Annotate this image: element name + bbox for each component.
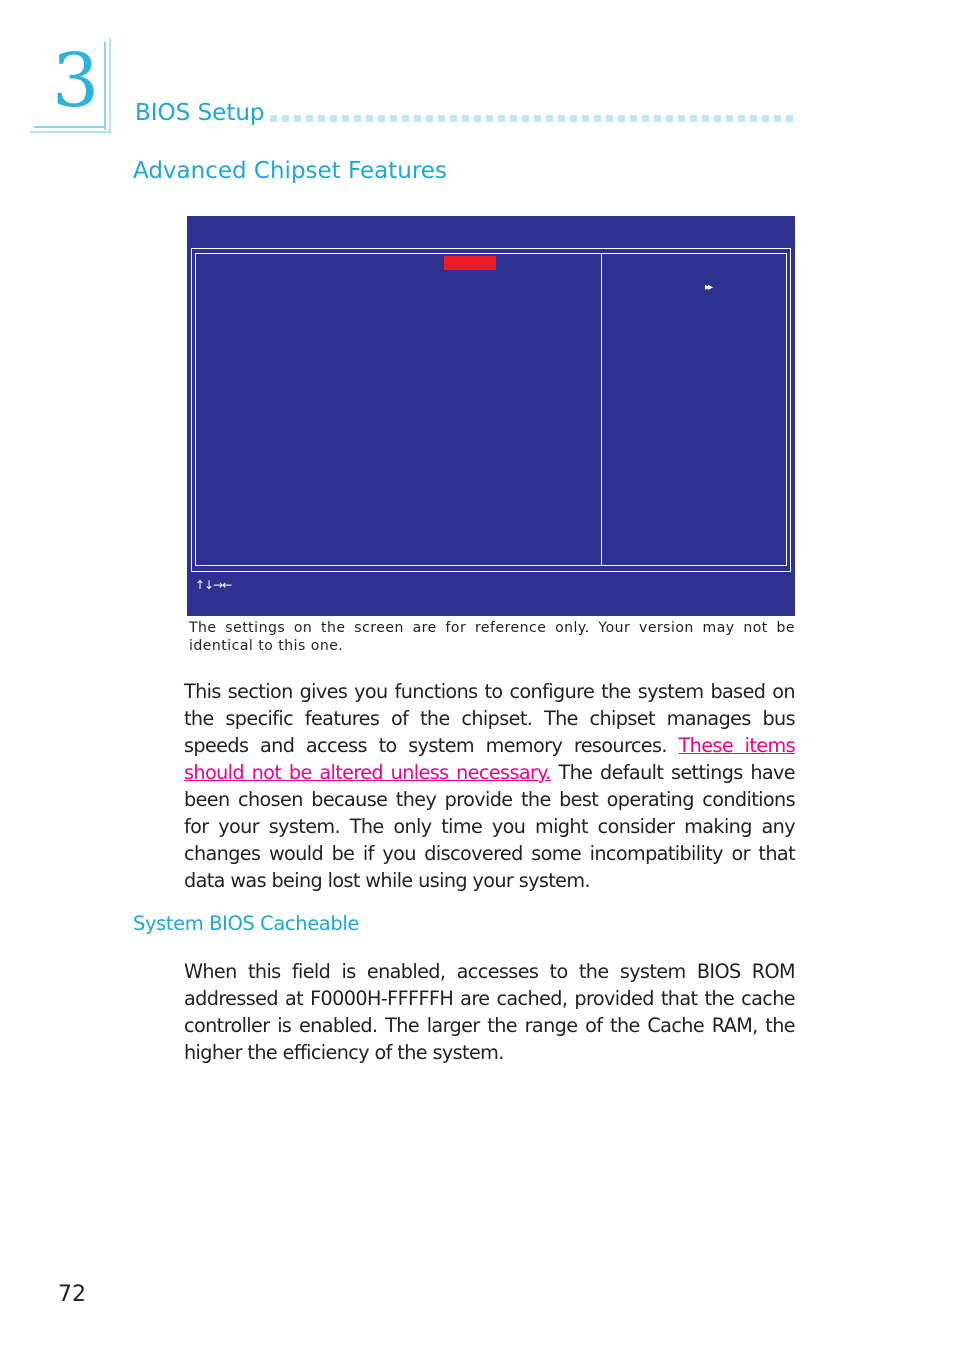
leader-dot [726,115,733,122]
leader-dot [582,115,589,122]
leader-dot [438,115,445,122]
intro-paragraph [184,678,795,894]
leader-dot [282,115,289,122]
leader-dot [390,115,397,122]
leader-dot [378,115,385,122]
chapter-marker-line [104,42,106,130]
leader-dot [450,115,457,122]
dot-leader [270,115,800,123]
leader-dot [294,115,301,122]
bios-selection-highlight [444,256,496,270]
leader-dot [558,115,565,122]
leader-dot [786,115,793,122]
warning-link[interactable]: These items should not be altered unless necessary. [184,734,795,784]
figure-caption: The settings on the screen are for reference only. Your version may not be identical to this one. [189,620,795,654]
intro-text: This section gives you functions to configure the system based on the specific features of the chipset. The chipset manages bus speeds and access to system memory resources. [184,680,795,757]
leader-dot [318,115,325,122]
leader-dot [414,115,421,122]
page-number: 72 [58,1282,86,1307]
bios-screenshot [187,216,795,616]
leader-dot [762,115,769,122]
leader-dot [750,115,757,122]
leader-dot [570,115,577,122]
leader-dot [486,115,493,122]
leader-dot [426,115,433,122]
leader-dot [630,115,637,122]
leader-dot [522,115,529,122]
leader-dot [270,115,277,122]
subsection-title: System BIOS Cacheable [133,912,359,935]
leader-dot [606,115,613,122]
leader-dot [474,115,481,122]
double-arrow-icon: ▸▸ [705,282,712,293]
leader-dot [402,115,409,122]
leader-dot [678,115,685,122]
page-title: Advanced Chipset Features [133,158,447,184]
leader-dot [774,115,781,122]
intro-text-continued: The default settings have been chosen because they provide the best operating conditions for your system. The only time you might consider making any changes would be if you discovered some incompatibility or that data was being lost while using your system. [184,761,795,892]
chapter-marker-line [109,38,111,134]
bios-settings-panel [195,253,602,566]
leader-dot [306,115,313,122]
leader-dot [618,115,625,122]
leader-dot [534,115,541,122]
chapter-number: 3 [52,38,100,124]
bios-help-panel [601,253,787,566]
leader-dot [702,115,709,122]
chapter-marker-line [30,131,111,133]
leader-dot [594,115,601,122]
leader-dot [462,115,469,122]
leader-dot [366,115,373,122]
leader-dot [654,115,661,122]
bios-nav-keys: ↑↓→← [195,578,232,592]
leader-dot [354,115,361,122]
subsection-paragraph: When this field is enabled, accesses to the system BIOS ROM addressed at F0000H-FFFFFH are cached, provided that the cache controller is enabled. The larger the range of the Cache RAM, the higher the efficiency of the system. [184,960,795,1064]
chapter-marker [30,38,112,134]
leader-dot [642,115,649,122]
leader-dot [714,115,721,122]
leader-dot [738,115,745,122]
section-title: BIOS Setup [135,100,265,126]
leader-dot [510,115,517,122]
leader-dot [330,115,337,122]
leader-dot [690,115,697,122]
leader-dot [666,115,673,122]
leader-dot [546,115,553,122]
leader-dot [498,115,505,122]
chapter-marker-line [34,126,106,128]
leader-dot [342,115,349,122]
